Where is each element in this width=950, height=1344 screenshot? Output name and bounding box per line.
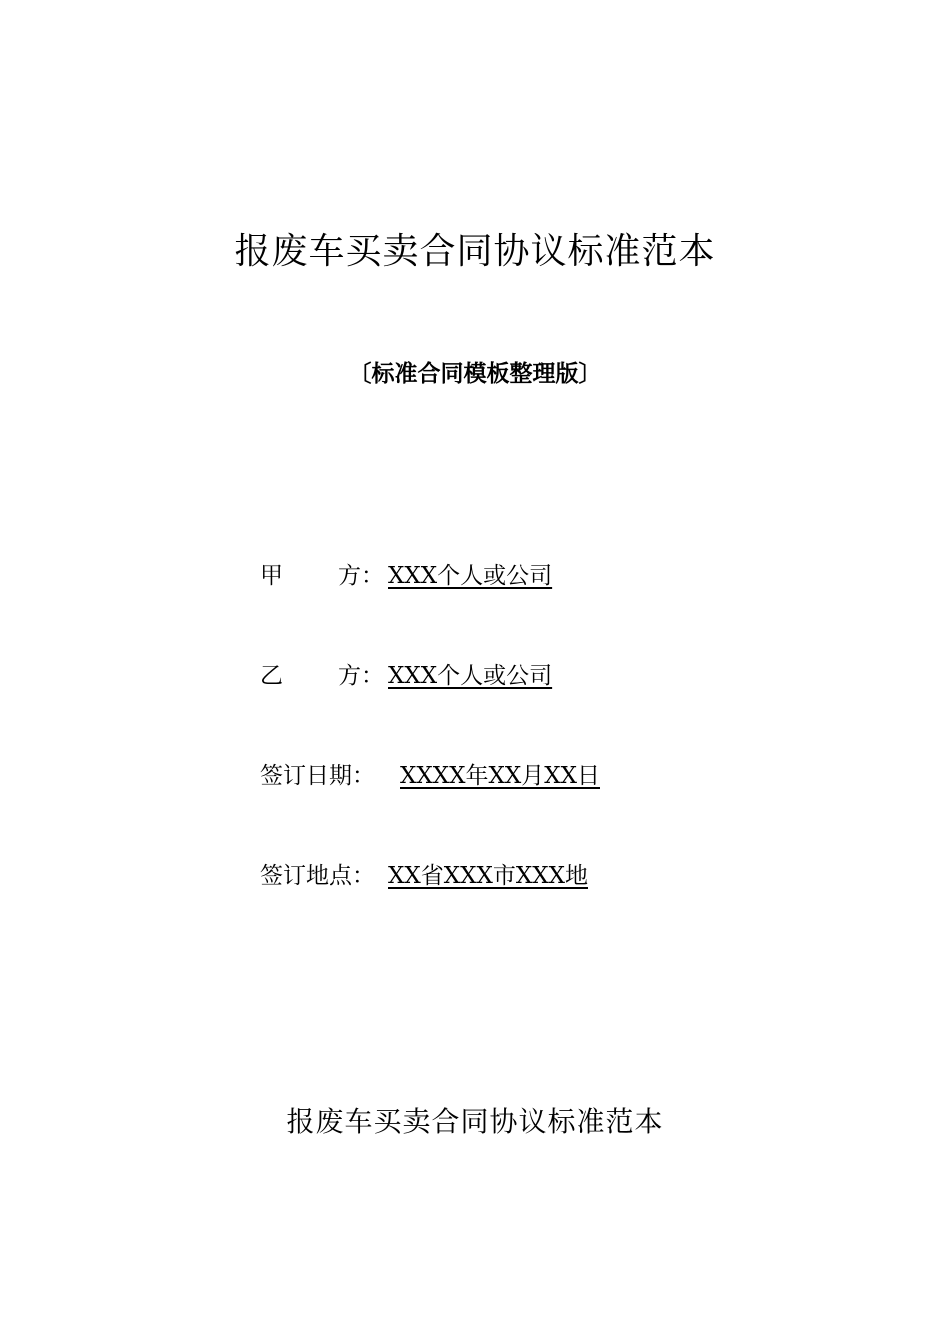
sign-date-blank-line <box>600 758 626 794</box>
party-a-value-text: XXX个人或公司 <box>388 563 553 589</box>
sign-date-field <box>260 758 626 794</box>
document-subtitle: 〔标准合同模板整理版〕 <box>348 360 602 387</box>
party-b-blank-line <box>552 658 608 694</box>
party-b-value-text: XXX个人或公司 <box>388 663 553 689</box>
party-b-value <box>388 658 608 694</box>
sign-date-label: 签订日期： <box>260 763 375 789</box>
party-a-label-suffix: 方： <box>338 563 384 589</box>
sign-place-field <box>260 858 600 894</box>
party-b-label-suffix: 方： <box>338 663 384 689</box>
sign-date-blank-lead <box>388 758 400 794</box>
sign-place-value-text: XX省XXX市XXX地 <box>388 863 588 889</box>
party-b-field <box>260 658 608 694</box>
section-heading: 报废车买卖合同协议标准范本 <box>286 1105 664 1138</box>
sign-date-value <box>388 758 626 794</box>
sign-date-value-text: XXXX年XX月XX日 <box>400 763 600 789</box>
party-a-label-char: 甲 <box>260 563 283 589</box>
document-title: 报废车买卖合同协议标准范本 <box>234 231 716 272</box>
party-b-label-char: 乙 <box>260 663 283 689</box>
party-b-label <box>260 658 388 694</box>
party-a-value <box>388 558 608 594</box>
sign-place-blank-line <box>588 858 600 894</box>
party-a-blank-line <box>552 558 608 594</box>
sign-place-value <box>388 858 600 894</box>
sign-place-label: 签订地点： <box>260 863 375 889</box>
party-a-label <box>260 558 388 594</box>
party-a-field <box>260 558 608 594</box>
